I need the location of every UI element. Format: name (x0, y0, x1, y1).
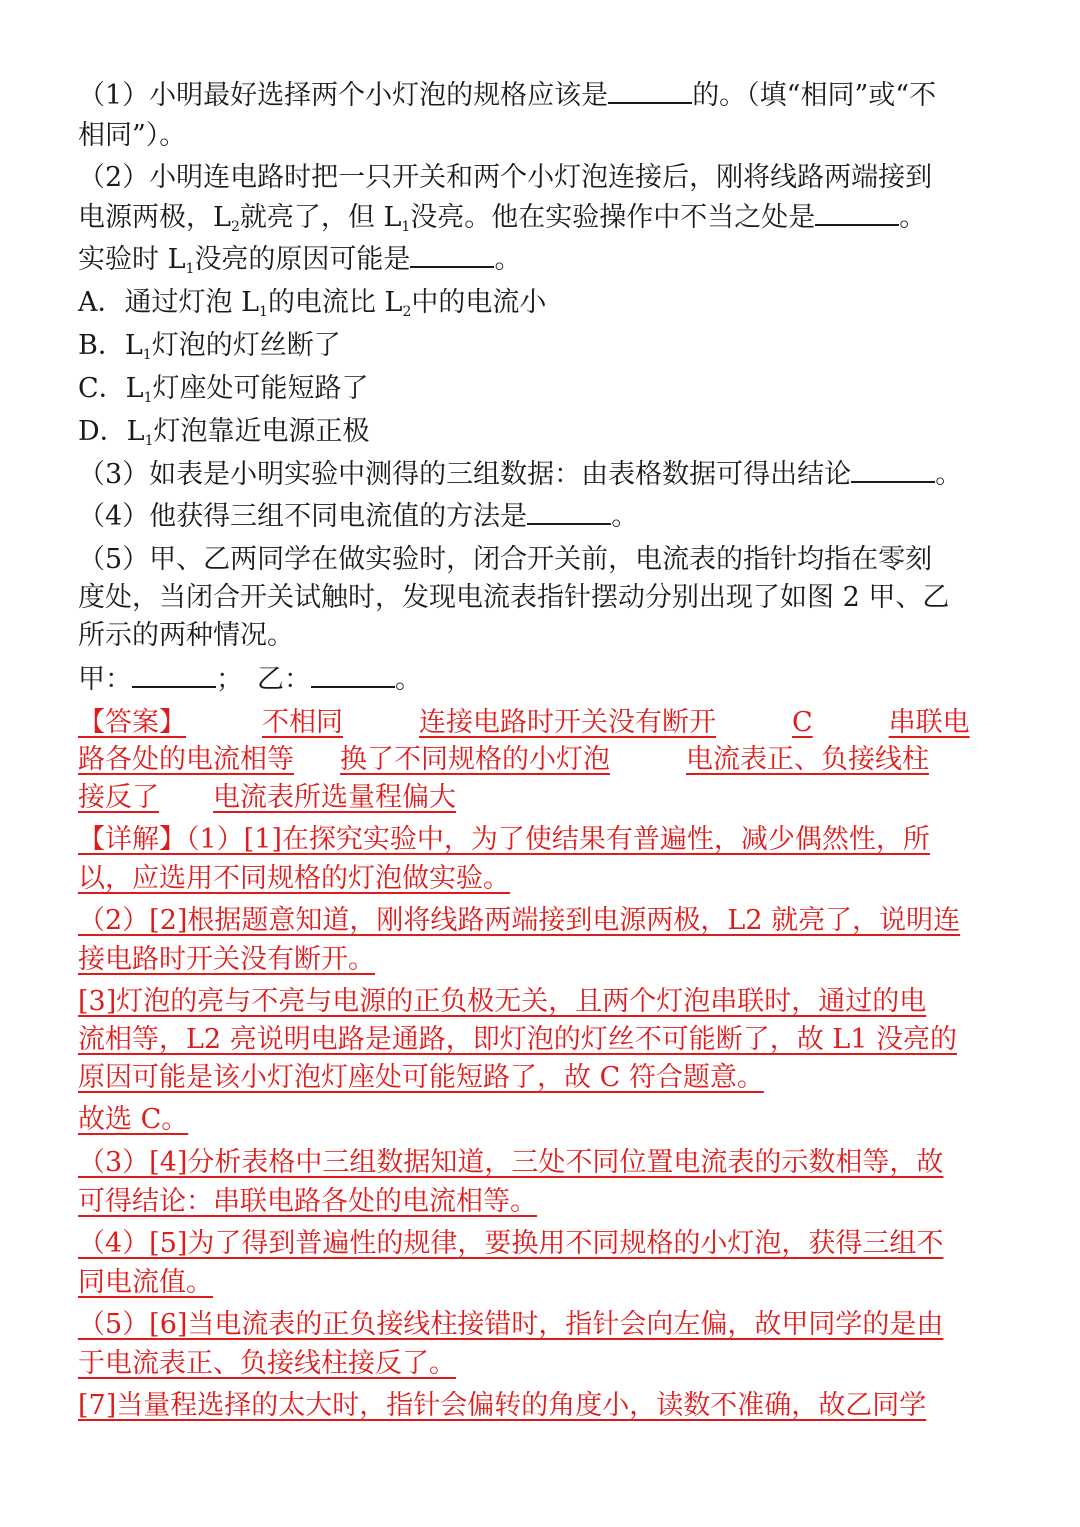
explanation-p3-l1: [3]灯泡的亮与不亮与电源的正负极无关，且两个灯泡串联时，通过的电 (78, 986, 927, 1017)
question-3-text: （3）如表是小明实验中测得的三组数据：由表格数据可得出结论 (78, 459, 852, 490)
explanation-p4-l2: 可得结论：串联电路各处的电流相等。 (78, 1186, 537, 1217)
subscript: 1 (143, 390, 153, 406)
explanation-p3-l3: 原因可能是该小灯泡灯座处可能短路了，故 C 符合题意。 (78, 1062, 764, 1093)
answer-6-part-1: 电流表正、负接线柱 (686, 744, 929, 775)
jia-label: 甲： (78, 664, 132, 695)
answer-line-1 (78, 703, 1008, 743)
question-2-line-3 (78, 240, 1008, 289)
question-3 (78, 455, 1008, 495)
answer-line-2 (78, 740, 1008, 780)
explanation-line-2 (78, 859, 1008, 899)
explanation-p5-l1: （4）[5]为了得到普遍性的规律，要换用不同规格的小灯泡，获得三组不 (78, 1228, 944, 1259)
explanation-p7-l1: [7]当量程选择的太大时，指针会偏转的角度小，读数不准确，故乙同学 (78, 1390, 927, 1421)
q2-l3-b: 没亮的原因可能是 (194, 244, 411, 275)
subscript: 2 (230, 219, 240, 235)
explanation-line-11 (78, 1224, 1008, 1264)
option-a-text-1: A．通过灯泡 L (78, 287, 260, 318)
answer-blank-7[interactable] (311, 662, 395, 688)
explanation-p6-l1: （5）[6]当电流表的正负接线柱接错时，指针会向左偏，故甲同学的是由 (78, 1309, 944, 1340)
explanation-p1-l1: （1）[1]在探究实验中，为了使结果有普遍性，减少偶然性，所 (186, 824, 930, 855)
answer-3: C (792, 707, 813, 738)
answer-blank-6[interactable] (132, 662, 216, 688)
answer-4-part-2: 路各处的电流相等 (78, 744, 294, 775)
answer-blank-2[interactable] (815, 200, 899, 226)
subscript: 2 (402, 304, 412, 320)
question-1-hint: 的。（填“相同”或“不 (692, 80, 937, 111)
option-d-text-2: 灯泡靠近电源正极 (153, 416, 370, 447)
answer-4-part-1: 串联电 (888, 707, 970, 738)
explanation-p4-l1: （3）[4]分析表格中三组数据知道，三处不同位置电流表的示数相等，故 (78, 1147, 944, 1178)
explanation-line-1 (78, 820, 1008, 860)
question-2-line-1: （2）小明连电路时把一只开关和两个小灯泡连接后，刚将线路两端接到 (78, 162, 933, 193)
separator: ； (216, 664, 243, 695)
question-5-line-3: 所示的两种情况。 (78, 620, 294, 651)
question-5-blanks (78, 660, 1008, 700)
option-b[interactable] (78, 326, 1008, 375)
explanation-line-7 (78, 1058, 1008, 1098)
question-4 (78, 497, 1008, 537)
question-5-line-2: 度处，当闭合开关试触时，发现电流表指针摆动分别出现了如图 2 甲、乙 (78, 582, 950, 613)
explanation-line-4 (78, 940, 1008, 980)
explanation-p1-l2: 以，应选用不同规格的灯泡做实验。 (78, 863, 510, 894)
option-c-text-1: C．L (78, 373, 144, 404)
explanation-line-8 (78, 1100, 1008, 1140)
option-a[interactable] (78, 283, 1008, 332)
explanation-line-9 (78, 1143, 1008, 1183)
option-b-text-1: B．L (78, 330, 143, 361)
explanation-line-12 (78, 1263, 1008, 1303)
explanation-p5-l2: 同电流值。 (78, 1267, 213, 1298)
question-1 (78, 76, 1008, 116)
explanation-p6-l2: 于电流表正、负接线柱接反了。 (78, 1348, 456, 1379)
subscript: 1 (142, 347, 152, 363)
explanation-p2-l1: （2）[2]根据题意知道，刚将线路两端接到电源两极，L2 就亮了，说明连 (78, 905, 961, 936)
option-d-text-1: D．L (78, 416, 145, 447)
question-1-cont: 相同”）。 (78, 120, 187, 151)
explanation-line-5 (78, 982, 1008, 1022)
option-a-text-3: 中的电流小 (411, 287, 547, 318)
explanation-line-10 (78, 1182, 1008, 1222)
subscript: 1 (144, 433, 154, 449)
explanation-p3-l4: 故选 C。 (78, 1104, 189, 1135)
subscript: 1 (259, 304, 268, 320)
question-4-end: 。 (611, 501, 639, 532)
question-1-text: （1）小明最好选择两个小灯泡的规格应该是 (78, 80, 609, 111)
explanation-line-15 (78, 1386, 1008, 1426)
answer-label: 【答案】 (78, 707, 186, 738)
option-a-text-2: 的电流比 L (267, 287, 403, 318)
answer-blank-3[interactable] (410, 242, 494, 268)
answer-line-3 (78, 778, 1008, 818)
subscript: 1 (185, 261, 195, 277)
answer-2: 连接电路时开关没有断开 (419, 707, 716, 738)
q2-end: 。 (899, 202, 927, 233)
answer-6-part-2: 接反了 (78, 782, 159, 813)
question-5-line-1: （5）甲、乙两同学在做实验时，闭合开关前，电流表的指针均指在零刻 (78, 544, 933, 575)
explanation-line-3 (78, 901, 1008, 941)
subscript: 1 (401, 219, 411, 235)
option-c-text-2: 灯座处可能短路了 (152, 373, 369, 404)
explanation-line-6 (78, 1020, 1008, 1060)
q2-l3-end: 。 (494, 244, 522, 275)
answer-5: 换了不同规格的小灯泡 (340, 744, 610, 775)
q2-text-a: 电源两极，L (78, 202, 231, 233)
explanation-p2-l2: 接电路时开关没有断开。 (78, 944, 375, 975)
question-5-end: 。 (395, 664, 422, 695)
option-b-text-2: 灯泡的灯丝断了 (151, 330, 341, 361)
question-4-text: （4）他获得三组不同电流值的方法是 (78, 501, 528, 532)
question-3-end: 。 (935, 459, 963, 490)
answer-7: 电流表所选量程偏大 (213, 782, 456, 813)
answer-blank-1[interactable] (608, 78, 692, 104)
answer-blank-5[interactable] (527, 499, 611, 525)
answer-blank-4[interactable] (851, 457, 935, 483)
q2-text-b: 就亮了，但 L (239, 202, 402, 233)
q2-l3-a: 实验时 L (78, 244, 186, 275)
explanation-line-13 (78, 1305, 1008, 1345)
yi-label: 乙： (257, 664, 311, 695)
answer-1: 不相同 (262, 707, 343, 738)
explanation-line-14 (78, 1344, 1008, 1384)
q2-text-c: 没亮。他在实验操作中不当之处是 (410, 202, 816, 233)
explanation-label: 【详解】 (78, 824, 186, 855)
explanation-p3-l2: 流相等，L2 亮说明电路是通路，即灯泡的灯丝不可能断了，故 L1 没亮的 (78, 1024, 957, 1055)
option-d[interactable] (78, 412, 1008, 461)
option-c[interactable] (78, 369, 1008, 418)
